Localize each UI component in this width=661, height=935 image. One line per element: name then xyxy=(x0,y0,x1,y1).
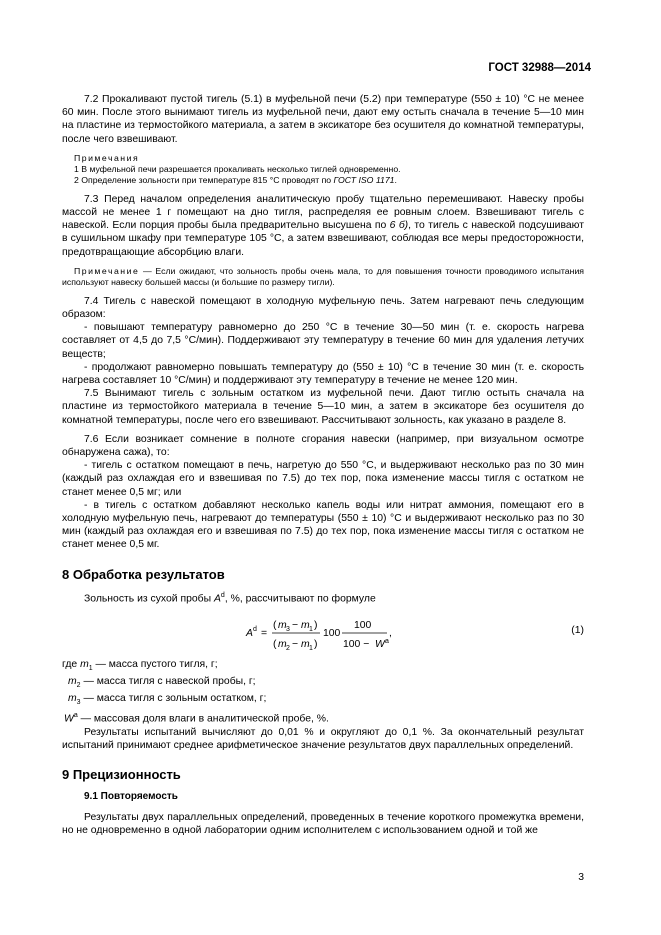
paragraph-7-3: 7.3 Перед началом определения аналитическую пробу тщательно перемешивают. Навеску пробы массой не менее 1 г помещают на дно тигля, распределяя ее ровным слоем. Взвешивают тигель с навеской. Если порция пробы была предварительно высушена по 6 б), то тигель с навеской подсушивают в сушильном шкафу при температуре 105 °С, а затем взвешивают, соблюдая все меры предосторожности, предотвращающие абсорбцию влаги. xyxy=(62,193,584,258)
paragraph-7-4: 7.4 Тигель с навеской помещают в холодную муфельную печь. Затем нагревают печь следующим образом: xyxy=(62,295,584,321)
paragraph-7-4-step-1: - повышают температуру равномерно до 250 °С в течение 30—50 мин (т. е. скорость нагрева составляет от 4,5 до 7,5 °С/мин). Поддерживают эту температуру в течение 60 мин для удаления летучих веществ; xyxy=(62,322,584,360)
svg-text:1: 1 xyxy=(309,625,313,633)
paragraph-7-6: 7.6 Если возникает сомнение в полноте сгорания навески (например, при визуальном осмотре обнаружена сажа), то: xyxy=(62,433,584,459)
svg-text:m: m xyxy=(278,619,287,631)
svg-text:m: m xyxy=(301,638,310,650)
svg-text:W: W xyxy=(375,638,385,650)
definition-wa: $W^a$ — массовая доля влаги в аналитической пробе, %. xyxy=(64,712,329,725)
note-sample-mass: Примечание — Если ожидают, что зольность пробы очень мала, то для повышения точности проводимого испытания используют навеску большей массы (и большие по размеру тигли). xyxy=(62,265,584,287)
formula-number: (1) xyxy=(571,624,584,636)
section-9-title: 9 Прецизионность xyxy=(62,767,181,783)
gost-iso-reference: ГОСТ ISO 1171 xyxy=(333,174,395,185)
standard-header: ГОСТ 32988—2014 xyxy=(488,62,591,74)
note-2: 2 Определение зольности при температуре 815 °С проводят по ГОСТ ISO 1171. xyxy=(74,174,397,185)
svg-text:−: − xyxy=(292,638,299,650)
ash-content-formula xyxy=(62,606,584,658)
paragraph-7-4-step-2: - продолжают равномерно повышать температуру до (550 ± 10) °С в течение 30 мин (т. е. скорость нагрева составляет 10 °С/мин) и поддерживают эту температуру в течение не менее 120 мин. xyxy=(62,361,584,387)
document-body xyxy=(62,93,584,837)
svg-text:A: A xyxy=(246,627,253,639)
svg-text:m: m xyxy=(301,619,310,631)
paragraph-7-5: 7.5 Вынимают тигель с зольным остатком из муфельной печи. Дают тиглю остыть сначала на пластине из термостойкого материала в течение 5—10 мин, а затем в эксикаторе без осушителя до комнатной температуры, после чего его взвешивают. Рассчитывают зольность, как указано в разделе 8. xyxy=(62,388,584,426)
section-8-intro: Зольность из сухой пробы $A^d$, %, рассчитывают по формуле xyxy=(84,591,376,605)
paragraph-7-6-option-2: - в тигель с остатком добавляют несколько капель воды или нитрат аммония, помещают его в холодную муфельную печь, нагревают до температуры (550 ± 10) °С и выдерживают несколько раз по 30 мин (каждый раз охлаждая его и взвешивая по 7.5) до тех пор, пока изменение массы тигля с остатком не станет менее 0,5 мг. xyxy=(62,499,584,551)
formula-graphic xyxy=(237,606,537,658)
svg-text:−: − xyxy=(292,619,299,631)
paragraph-7-6-option-1: - тигель с остатком помещают в печь, нагретую до 550 °С, и выдерживают несколько раз по 30 мин (каждый раз охлаждая его и взвешивая по 7.5) до тех пор, пока изменение массы тигля с остатком не станет менее 0,5 мг; или xyxy=(62,460,584,498)
svg-text:3: 3 xyxy=(286,625,290,633)
svg-text:m: m xyxy=(278,638,287,650)
svg-text:(: ( xyxy=(273,638,277,650)
svg-text:100 −: 100 − xyxy=(343,638,370,650)
results-paragraph: Результаты испытаний вычисляют до 0,01 % и округляют до 0,1 %. За окончательный результат испытаний принимают среднее арифметическое значение результатов двух параллельных определений. xyxy=(62,727,584,752)
svg-text:2: 2 xyxy=(286,644,290,652)
repeatability-paragraph: Результаты двух параллельных определений, проведенных в течение короткого промежутка времени, но не одновременно в одной лаборатории одним исполнителем с использованием одной и той же xyxy=(62,811,584,837)
svg-text:100: 100 xyxy=(354,619,372,631)
svg-text:a: a xyxy=(385,637,389,645)
formula-definitions xyxy=(62,658,584,727)
definition-m1: где $m_1$ — масса пустого тигля, г; xyxy=(62,658,218,672)
svg-text:,: , xyxy=(389,627,392,639)
svg-text:100: 100 xyxy=(323,627,341,639)
paragraph-7-2: 7.2 Прокаливают пустой тигель (5.1) в муфельной печи (5.2) при температуре (550 ± 10) °С не менее 60 мин. После этого вынимают тигель из муфельной печи, дают ему остыть сначала в течение 5—10 мин на пластине из термостойкого материала, а затем в эксикаторе без осушителя до комнатной температуры, после чего взвешивают. xyxy=(62,94,584,145)
page-number: 3 xyxy=(578,872,584,883)
svg-text:): ) xyxy=(314,619,318,631)
subsection-9-1-title: 9.1 Повторяемость xyxy=(84,790,178,802)
definition-m3: $m_3$ — масса тигля с зольным остатком, г; xyxy=(68,693,267,707)
svg-text:): ) xyxy=(314,638,318,650)
svg-text:(: ( xyxy=(273,619,277,631)
svg-text:1: 1 xyxy=(309,644,313,652)
definition-m2: $m_2$ — масса тигля с навеской пробы, г; xyxy=(68,675,256,689)
svg-text:d: d xyxy=(253,625,257,633)
note-1: 1 В муфельной печи разрешается прокаливать несколько тиглей одновременно. xyxy=(74,163,401,174)
clause-reference: 6 б) xyxy=(389,220,409,232)
notes-title: Примечания xyxy=(74,152,140,163)
svg-text:=: = xyxy=(261,627,268,639)
section-8-title: 8 Обработка результатов xyxy=(62,566,225,582)
